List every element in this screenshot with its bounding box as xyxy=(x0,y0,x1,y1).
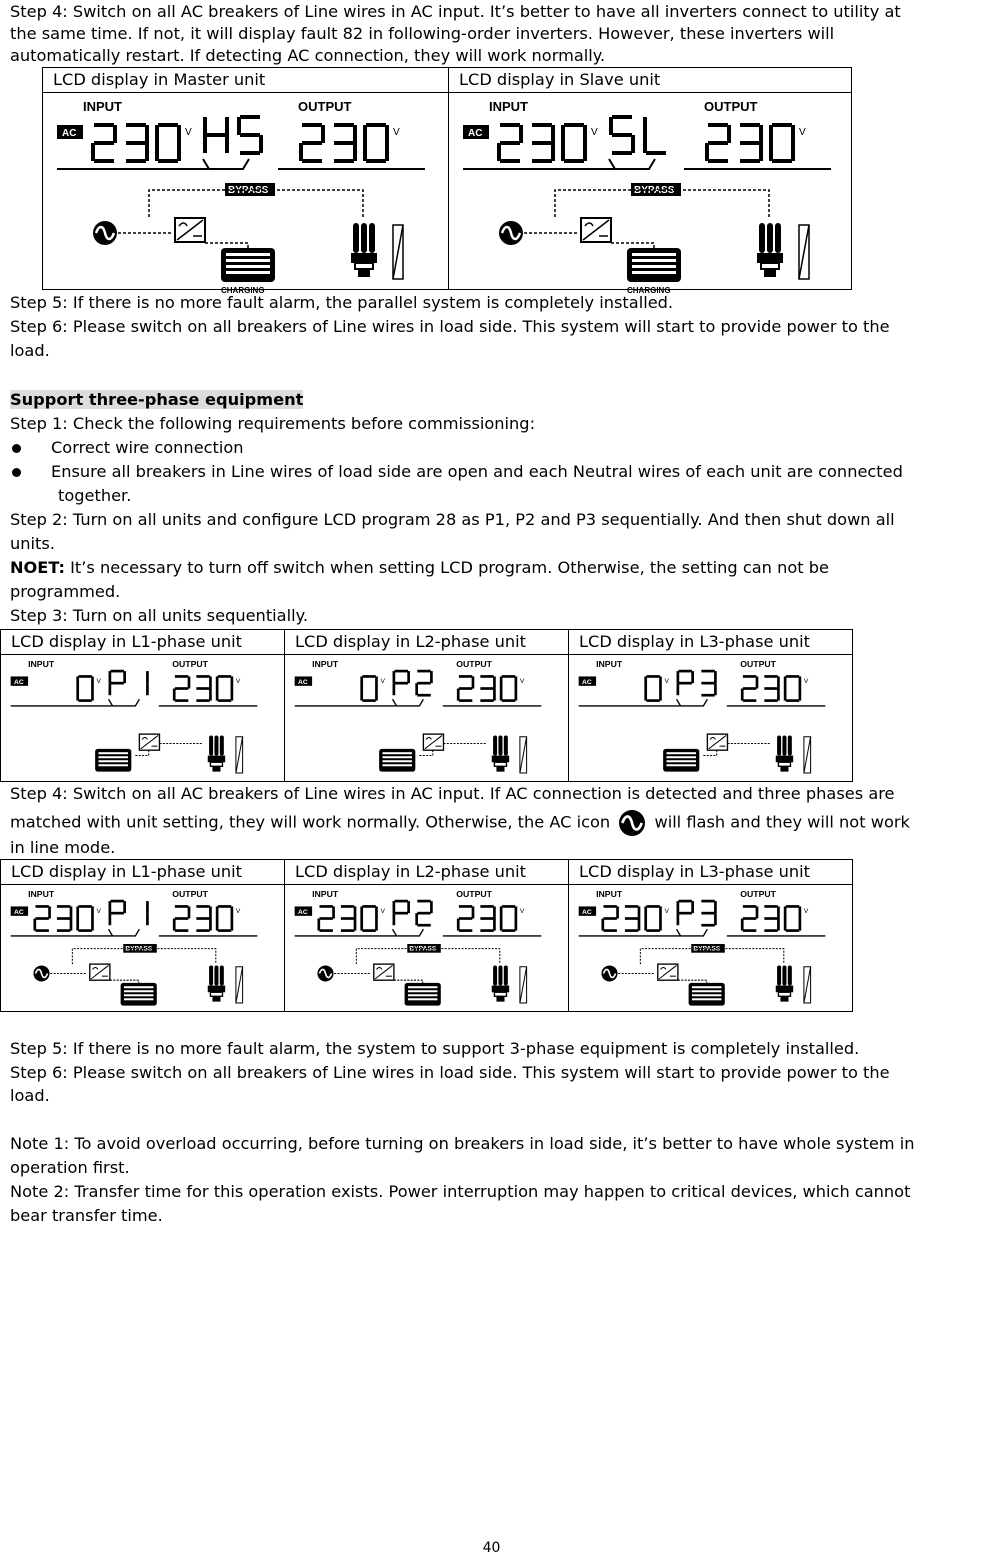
slave-lcd-cell xyxy=(449,93,852,295)
bullet-item-2: Ensure all breakers in Line wires of load side are open and each Neutral wires of each unit are connected xyxy=(12,460,903,484)
inverter-icon xyxy=(175,218,205,242)
tp-step6-line1: Step 6: Please switch on all breakers of Line wires in load side. This system will start to provide power to the xyxy=(10,1063,890,1082)
svg-text:AC: AC xyxy=(298,678,308,686)
svg-text:V: V xyxy=(96,678,101,686)
svg-text:INPUT: INPUT xyxy=(489,99,528,114)
svg-text:OUTPUT: OUTPUT xyxy=(704,99,758,114)
ac-sine-icon xyxy=(619,810,645,836)
bulb-icon xyxy=(351,223,377,277)
l2-caption: LCD display in L2-phase unit xyxy=(285,630,569,655)
svg-text:AC: AC xyxy=(62,128,77,139)
svg-text:INPUT: INPUT xyxy=(596,659,623,670)
note2-line2: bear transfer time. xyxy=(10,1206,163,1225)
master-slave-table xyxy=(42,67,852,295)
slave-caption: LCD display in Slave unit xyxy=(449,68,852,93)
svg-text:AC: AC xyxy=(468,128,483,139)
svg-text:V: V xyxy=(393,127,400,138)
tp-step2-line1: Step 2: Turn on all units and configure LCD program 28 as P1, P2 and P3 sequentially. And then shut down all xyxy=(10,510,895,529)
svg-text:BYPASS: BYPASS xyxy=(693,945,721,953)
slave-lcd-display xyxy=(449,93,839,295)
l1-run-lcd xyxy=(1,885,285,1012)
svg-text:V: V xyxy=(235,908,241,916)
l1-caption-run: LCD display in L1-phase unit xyxy=(1,860,285,885)
note2-line1: Note 2: Transfer time for this operation exists. Power interruption may happen to critical devices, which cannot xyxy=(10,1182,911,1201)
svg-text:AC: AC xyxy=(582,908,592,916)
svg-text:INPUT: INPUT xyxy=(312,659,339,670)
svg-text:INPUT: INPUT xyxy=(596,889,623,900)
svg-text:INPUT: INPUT xyxy=(28,659,55,670)
svg-text:OUTPUT: OUTPUT xyxy=(172,889,209,900)
note1-line1: Note 1: To avoid overload occurring, before turning on breakers in load side, it’s better to have whole system in xyxy=(10,1134,915,1153)
phase-config-table xyxy=(0,629,853,782)
tp-step2-line2: units. xyxy=(10,534,55,553)
l1-config-lcd xyxy=(1,655,285,782)
l1-caption: LCD display in L1-phase unit xyxy=(1,630,285,655)
svg-text:INPUT: INPUT xyxy=(312,889,339,900)
tp-step4-line2: matched with unit setting, they will work normally. Otherwise, the AC icon will flash and they will not work xyxy=(10,810,910,836)
tp-step4-line3: in line mode. xyxy=(10,838,116,857)
svg-text:OUTPUT: OUTPUT xyxy=(172,659,209,670)
svg-text:V: V xyxy=(803,678,809,686)
svg-text:BYPASS: BYPASS xyxy=(125,945,153,953)
svg-text:V: V xyxy=(519,678,525,686)
svg-text:CHARGING: CHARGING xyxy=(221,286,265,295)
svg-text:BYPASS: BYPASS xyxy=(409,945,437,953)
svg-text:AC: AC xyxy=(298,908,308,916)
note-line1: NOET: It’s necessary to turn off switch when setting LCD program. Otherwise, the setting can not be xyxy=(10,558,829,577)
l2-caption-run: LCD display in L2-phase unit xyxy=(285,860,569,885)
bullet-item-1: Correct wire connection xyxy=(12,436,244,460)
svg-text:V: V xyxy=(664,908,669,916)
load-bar-icon xyxy=(393,225,403,279)
step4-line3: automatically restart. If detecting AC connection, they will work normally. xyxy=(10,46,606,65)
ac-source-icon xyxy=(93,221,117,245)
svg-text:V: V xyxy=(380,678,385,686)
svg-text:AC: AC xyxy=(14,678,24,686)
svg-text:V: V xyxy=(591,127,598,138)
svg-text:AC: AC xyxy=(582,678,592,686)
section-heading: Support three-phase equipment xyxy=(10,390,304,409)
tp-step5: Step 5: If there is no more fault alarm, the system to support 3-phase equipment is completely installed. xyxy=(10,1039,860,1058)
svg-text:OUTPUT: OUTPUT xyxy=(740,659,777,670)
svg-text:V: V xyxy=(519,908,525,916)
step6-line1: Step 6: Please switch on all breakers of Line wires in load side. This system will start to provide power to the xyxy=(10,317,890,336)
svg-text:V: V xyxy=(96,908,101,916)
tp-step6-line2: load. xyxy=(10,1086,50,1105)
svg-text:BYPASS: BYPASS xyxy=(228,185,269,196)
master-lcd-cell xyxy=(43,93,449,295)
bullet-item-2-cont: together. xyxy=(58,486,132,505)
note-line2: programmed. xyxy=(10,582,121,601)
page-number: 40 xyxy=(482,1540,501,1556)
step4-line1: Step 4: Switch on all AC breakers of Line wires in AC input. It’s better to have all inverters connect to utility at xyxy=(10,2,901,21)
svg-text:BYPASS: BYPASS xyxy=(634,185,675,196)
l3-run-lcd xyxy=(569,885,853,1012)
tp-step1: Step 1: Check the following requirements before commissioning: xyxy=(10,414,536,433)
master-lcd-display xyxy=(43,93,433,295)
svg-text:OUTPUT: OUTPUT xyxy=(456,659,493,670)
l3-config-lcd xyxy=(569,655,853,782)
phase-running-table xyxy=(0,859,853,1012)
step5-parallel: Step 5: If there is no more fault alarm, the parallel system is completely installed. xyxy=(10,293,674,312)
svg-text:V: V xyxy=(185,127,192,138)
master-caption: LCD display in Master unit xyxy=(43,68,449,93)
svg-text:V: V xyxy=(664,678,669,686)
lcd-output-label: OUTPUT xyxy=(298,99,352,114)
svg-text:INPUT: INPUT xyxy=(28,889,55,900)
step6-line2: load. xyxy=(10,341,50,360)
l3-caption: LCD display in L3-phase unit xyxy=(569,630,853,655)
svg-text:AC: AC xyxy=(14,908,24,916)
svg-text:CHARGING: CHARGING xyxy=(627,286,671,295)
svg-text:V: V xyxy=(799,127,806,138)
l3-caption-run: LCD display in L3-phase unit xyxy=(569,860,853,885)
tp-step4-line1: Step 4: Switch on all AC breakers of Line wires in AC input. If AC connection is detected and three phases are xyxy=(10,784,895,803)
svg-text:V: V xyxy=(235,678,241,686)
step4-line2: the same time. If not, it will display fault 82 in following-order inverters. However, these inverters will xyxy=(10,24,835,43)
tp-step3: Step 3: Turn on all units sequentially. xyxy=(10,606,308,625)
svg-text:OUTPUT: OUTPUT xyxy=(456,889,493,900)
svg-text:V: V xyxy=(803,908,809,916)
lcd-input-label: INPUT xyxy=(83,99,122,114)
l2-config-lcd xyxy=(285,655,569,782)
svg-text:OUTPUT: OUTPUT xyxy=(740,889,777,900)
svg-text:V: V xyxy=(380,908,385,916)
note1-line2: operation first. xyxy=(10,1158,130,1177)
battery-icon xyxy=(221,248,275,282)
l2-run-lcd xyxy=(285,885,569,1012)
